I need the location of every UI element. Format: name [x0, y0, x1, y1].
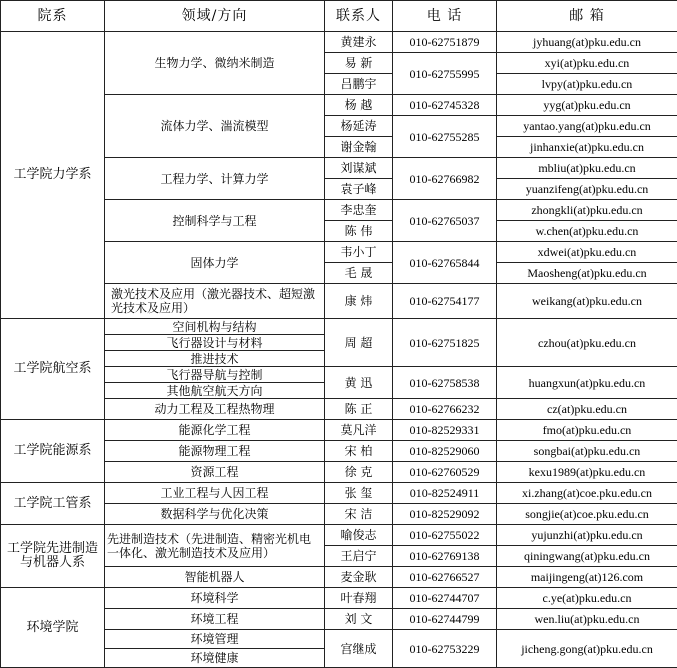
table-row	[1, 525, 677, 546]
phone-cell: 010-62755995	[393, 53, 497, 95]
field-cell: 流体力学、湍流模型	[105, 95, 325, 158]
phone-cell: 010-62758538	[393, 367, 497, 399]
header-dept: 院系	[1, 1, 105, 32]
phone-cell: 010-62755022	[393, 525, 497, 546]
email-cell: Maosheng(at)pku.edu.cn	[497, 263, 677, 284]
phone-cell: 010-62745328	[393, 95, 497, 116]
email-cell: jicheng.gong(at)pku.edu.cn	[497, 630, 677, 668]
phone-cell: 010-62754177	[393, 284, 497, 319]
email-cell: qiningwang(at)pku.edu.cn	[497, 546, 677, 567]
email-cell: czhou(at)pku.edu.cn	[497, 319, 677, 367]
field-cell: 工程力学、计算力学	[105, 158, 325, 200]
email-cell: w.chen(at)pku.edu.cn	[497, 221, 677, 242]
phone-cell: 010-62766527	[393, 567, 497, 588]
contact-cell: 喻俊志	[325, 525, 393, 546]
field-cell: 能源化学工程	[105, 420, 325, 441]
table-row	[1, 420, 677, 441]
email-cell: yantao.yang(at)pku.edu.cn	[497, 116, 677, 137]
contact-cell: 陈 伟	[325, 221, 393, 242]
header-contact: 联系人	[325, 1, 393, 32]
phone-cell: 010-82524911	[393, 483, 497, 504]
email-cell: jinhanxie(at)pku.edu.cn	[497, 137, 677, 158]
dept-cell: 工学院工管系	[1, 483, 105, 525]
dept-cell: 环境学院	[1, 588, 105, 668]
phone-cell: 010-62753229	[393, 630, 497, 668]
contact-cell: 谢金翰	[325, 137, 393, 158]
contact-cell: 刘 文	[325, 609, 393, 630]
table-row	[1, 483, 677, 504]
email-cell: songbai(at)pku.edu.cn	[497, 441, 677, 462]
email-cell: lvpy(at)pku.edu.cn	[497, 74, 677, 95]
email-cell: yujunzhi(at)pku.edu.cn	[497, 525, 677, 546]
field-cell: 能源物理工程	[105, 441, 325, 462]
email-cell: c.ye(at)pku.edu.cn	[497, 588, 677, 609]
phone-cell: 010-62765037	[393, 200, 497, 242]
email-cell: huangxun(at)pku.edu.cn	[497, 367, 677, 399]
contact-cell: 陈 正	[325, 399, 393, 420]
phone-cell: 010-62769138	[393, 546, 497, 567]
contact-cell: 张 玺	[325, 483, 393, 504]
header-email: 邮 箱	[497, 1, 677, 32]
field-cell: 环境健康	[105, 649, 325, 668]
contact-cell: 易 新	[325, 53, 393, 74]
email-cell: jyhuang(at)pku.edu.cn	[497, 32, 677, 53]
table-row	[1, 32, 677, 53]
contact-cell: 莫凡洋	[325, 420, 393, 441]
contact-cell: 袁子峰	[325, 179, 393, 200]
field-cell: 工业工程与人因工程	[105, 483, 325, 504]
contact-cell: 康 炜	[325, 284, 393, 319]
contact-cell: 刘谋斌	[325, 158, 393, 179]
contact-cell: 宋 洁	[325, 504, 393, 525]
contact-cell: 黄建永	[325, 32, 393, 53]
email-cell: zhongkli(at)pku.edu.cn	[497, 200, 677, 221]
field-cell: 其他航空航天方向	[105, 383, 325, 399]
email-cell: fmo(at)pku.edu.cn	[497, 420, 677, 441]
contact-cell: 黄 迅	[325, 367, 393, 399]
phone-cell: 010-62755285	[393, 116, 497, 158]
dept-cell: 工学院力学系	[1, 32, 105, 319]
table-header-row	[1, 1, 677, 32]
contact-cell: 叶春翔	[325, 588, 393, 609]
field-cell: 飞行器导航与控制	[105, 367, 325, 383]
field-cell: 智能机器人	[105, 567, 325, 588]
phone-cell: 010-62765844	[393, 242, 497, 284]
phone-cell: 010-82529092	[393, 504, 497, 525]
phone-cell: 010-82529331	[393, 420, 497, 441]
dept-cell: 工学院航空系	[1, 319, 105, 420]
dept-cell: 工学院能源系	[1, 420, 105, 483]
field-cell: 数据科学与优化决策	[105, 504, 325, 525]
phone-cell: 010-62751879	[393, 32, 497, 53]
email-cell: mbliu(at)pku.edu.cn	[497, 158, 677, 179]
field-cell: 环境科学	[105, 588, 325, 609]
field-cell: 空间机构与结构	[105, 319, 325, 335]
field-cell: 环境工程	[105, 609, 325, 630]
field-cell: 激光技术及应用（激光器技术、超短激光技术及应用）	[105, 284, 325, 319]
phone-cell: 010-62744799	[393, 609, 497, 630]
email-cell: cz(at)pku.edu.cn	[497, 399, 677, 420]
field-cell: 固体力学	[105, 242, 325, 284]
contact-cell: 韦小丁	[325, 242, 393, 263]
contact-cell: 杨 越	[325, 95, 393, 116]
phone-cell: 010-82529060	[393, 441, 497, 462]
email-cell: xdwei(at)pku.edu.cn	[497, 242, 677, 263]
email-cell: songjie(at)coe.pku.edu.cn	[497, 504, 677, 525]
contact-cell: 宫继成	[325, 630, 393, 668]
contact-cell: 徐 克	[325, 462, 393, 483]
email-cell: weikang(at)pku.edu.cn	[497, 284, 677, 319]
phone-cell: 010-62744707	[393, 588, 497, 609]
email-cell: xyi(at)pku.edu.cn	[497, 53, 677, 74]
phone-cell: 010-62766232	[393, 399, 497, 420]
field-cell: 飞行器设计与材料	[105, 335, 325, 351]
contact-cell: 吕鹏宇	[325, 74, 393, 95]
field-cell: 动力工程及工程热物理	[105, 399, 325, 420]
contact-cell: 宋 柏	[325, 441, 393, 462]
field-cell: 控制科学与工程	[105, 200, 325, 242]
header-phone: 电 话	[393, 1, 497, 32]
field-cell: 先进制造技术（先进制造、精密光机电一体化、激光制造技术及应用）	[105, 525, 325, 567]
contact-cell: 杨延涛	[325, 116, 393, 137]
email-cell: yuanzifeng(at)pku.edu.cn	[497, 179, 677, 200]
contact-cell: 麦金耿	[325, 567, 393, 588]
field-cell: 环境管理	[105, 630, 325, 649]
phone-cell: 010-62766982	[393, 158, 497, 200]
email-cell: kexu1989(at)pku.edu.cn	[497, 462, 677, 483]
email-cell: maijingeng(at)126.com	[497, 567, 677, 588]
table-row	[1, 588, 677, 609]
contact-cell: 王启宁	[325, 546, 393, 567]
contact-cell: 毛 晟	[325, 263, 393, 284]
email-cell: yyg(at)pku.edu.cn	[497, 95, 677, 116]
table-row	[1, 319, 677, 335]
email-cell: wen.liu(at)pku.edu.cn	[497, 609, 677, 630]
field-cell: 资源工程	[105, 462, 325, 483]
field-cell: 生物力学、微纳米制造	[105, 32, 325, 95]
dept-cell: 工学院先进制造与机器人系	[1, 525, 105, 588]
phone-cell: 010-62751825	[393, 319, 497, 367]
field-cell: 推进技术	[105, 351, 325, 367]
phone-cell: 010-62760529	[393, 462, 497, 483]
contact-cell: 李忠奎	[325, 200, 393, 221]
contact-cell: 周 超	[325, 319, 393, 367]
email-cell: xi.zhang(at)coe.pku.edu.cn	[497, 483, 677, 504]
header-field: 领域/方向	[105, 1, 325, 32]
